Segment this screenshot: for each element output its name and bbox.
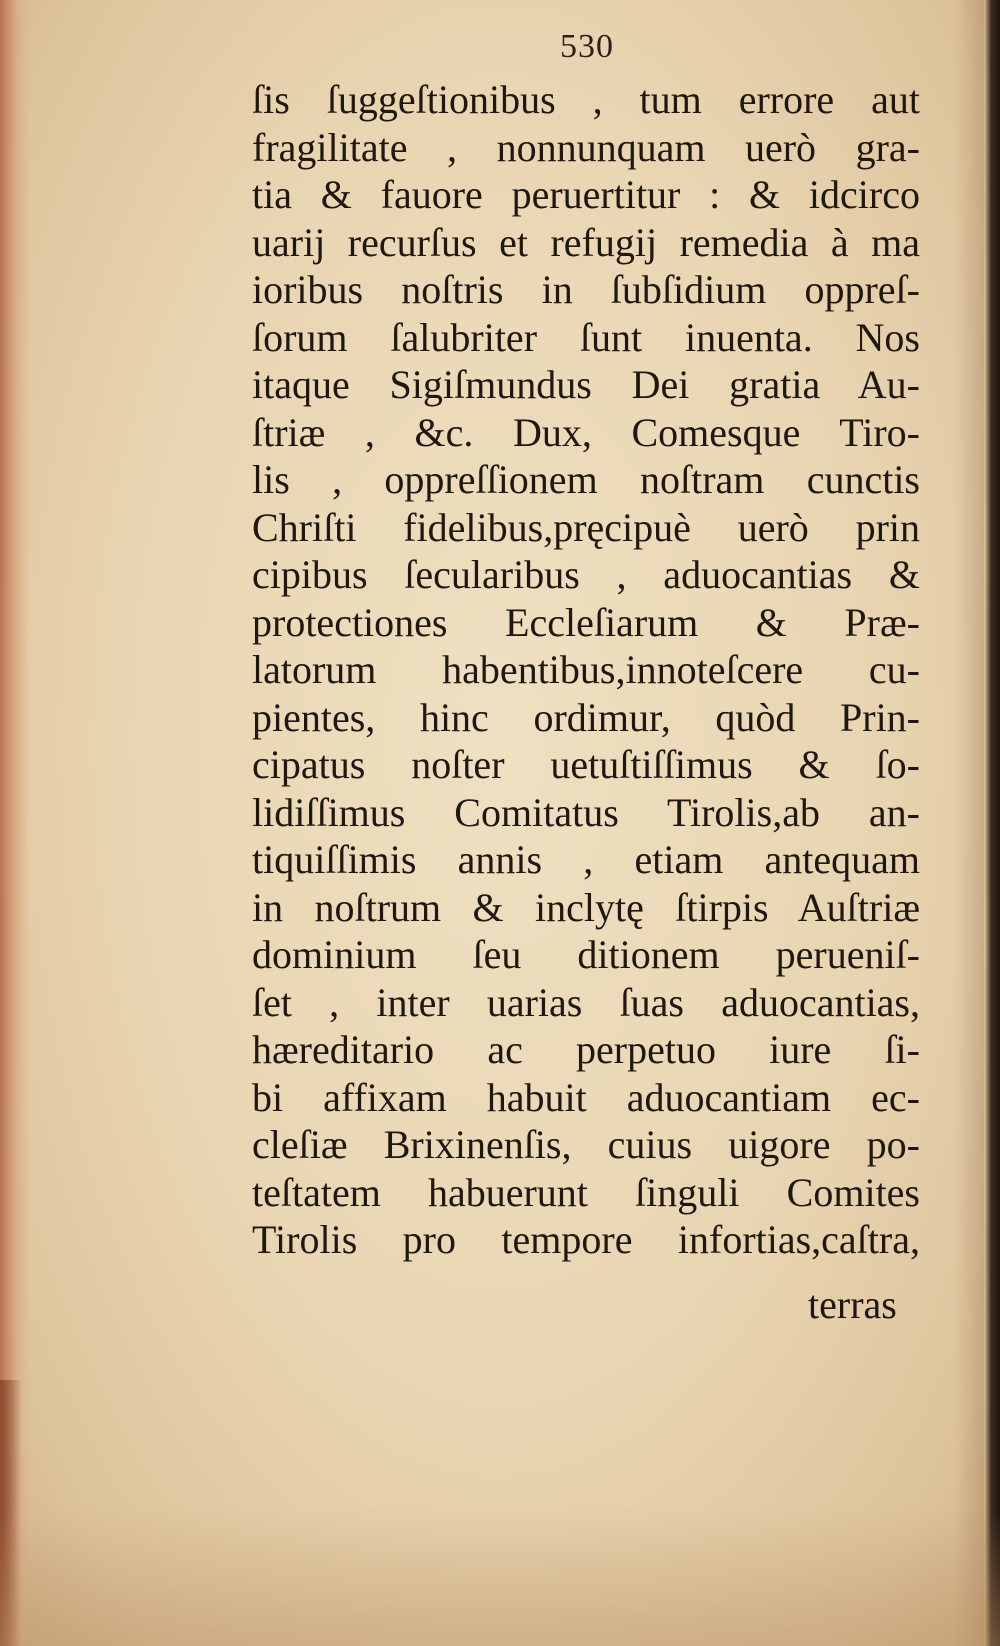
- gutter-shadow: [954, 0, 984, 1646]
- text-line: latorum habentibus,innoteſcere cu-: [252, 647, 920, 692]
- catchword: terras: [808, 1282, 897, 1327]
- text-line: teſtatem habuerunt ſinguli Comites: [252, 1169, 920, 1215]
- text-line: tiquiſſimis annis , etiam antequam: [252, 837, 920, 882]
- binding-edge: [984, 0, 1000, 1646]
- text-line: Chriſti fidelibus,pręcipuè uerò prin: [252, 504, 920, 550]
- text-line: lidiſſimus Comitatus Tirolis,ab an-: [252, 789, 920, 835]
- text-line: cleſiæ Brixinenſis, cuius uigore po-: [252, 1122, 920, 1167]
- text-line: dominium ſeu ditionem perueniſ-: [252, 932, 920, 977]
- text-line: cipibus ſecularibus , aduocantias &: [252, 552, 920, 597]
- text-line: ſtriæ , &c. Dux, Comesque Tiro-: [252, 409, 920, 455]
- text-line: ſorum ſalubriter ſunt inuenta. Nos: [252, 314, 920, 360]
- bottom-discoloration: [0, 1506, 1000, 1646]
- page-number: 530: [560, 28, 614, 65]
- text-line: Tirolis pro tempore infortias,caſtra,: [252, 1217, 920, 1262]
- text-line: ioribus noſtris in ſubſidium oppreſ-: [252, 267, 920, 312]
- body-text: [252, 76, 920, 1264]
- text-line: pientes, hinc ordimur, quòd Prin-: [252, 694, 920, 740]
- text-line: protectiones Eccleſiarum & Præ-: [252, 599, 920, 645]
- text-line: ſis ſuggeſtionibus , tum errore aut: [252, 77, 920, 122]
- text-line: bi affixam habuit aduocantiam ec-: [252, 1074, 920, 1120]
- text-line: tia & fauore peruertitur : & idcirco: [252, 172, 920, 217]
- text-line: in noſtrum & inclytę ſtirpis Auſtriæ: [252, 884, 920, 930]
- text-line: itaque Sigiſmundus Dei gratia Au-: [252, 362, 920, 407]
- text-line: cipatus noſter uetuſtiſſimus & ſo-: [252, 742, 920, 787]
- text-line: uarij recurſus et refugij remedia à ma: [252, 219, 920, 265]
- text-line: fragilitate , nonnunquam uerò gra-: [252, 124, 920, 170]
- text-line: ſet , inter uarias ſuas aduocantias,: [252, 979, 920, 1025]
- text-line: lis , oppreſſionem noſtram cunctis: [252, 457, 920, 502]
- text-line: hæreditario ac perpetuo iure ſi-: [252, 1027, 920, 1072]
